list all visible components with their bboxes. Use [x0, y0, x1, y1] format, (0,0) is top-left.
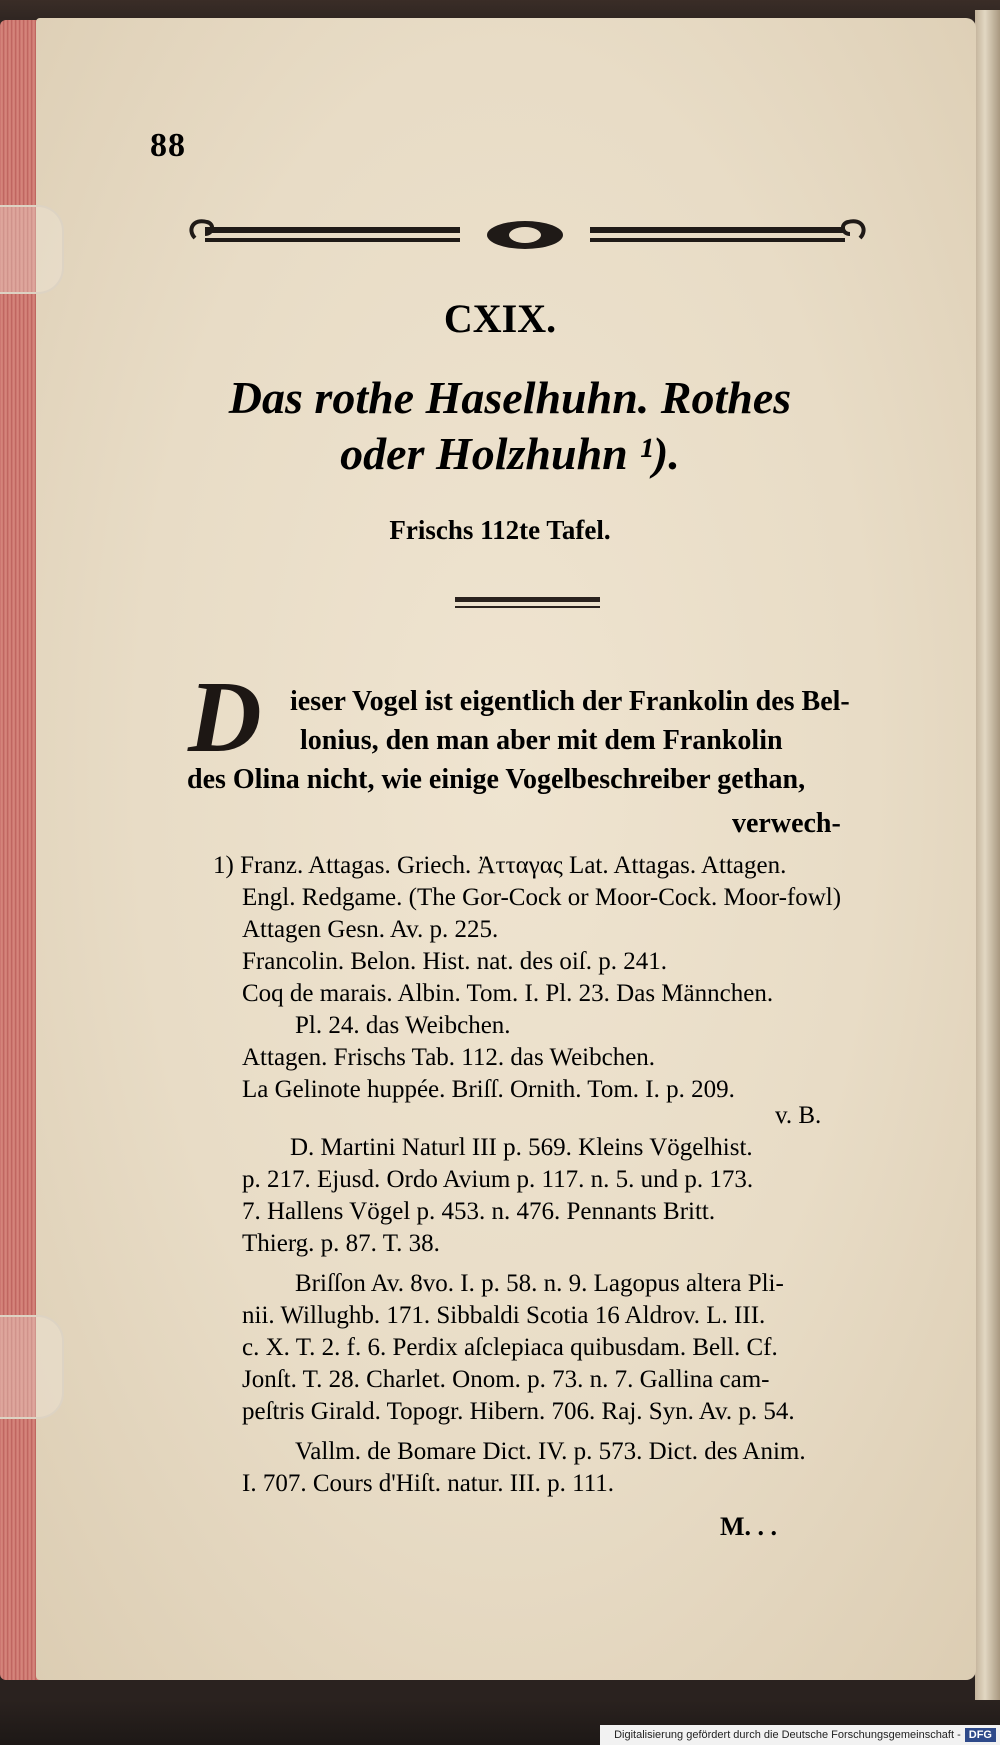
drop-cap: D	[188, 661, 262, 774]
catchword: M. . .	[720, 1512, 778, 1541]
footnote-line: Vallm. de Bomare Dict. IV. p. 573. Dict. des Anim.	[295, 1438, 806, 1465]
body-line: lonius, den man aber mit dem Frankolin	[300, 725, 783, 756]
footnote-line: p. 217. Ejusd. Ordo Avium p. 117. n. 5. und p. 173.	[242, 1166, 754, 1193]
footnote-line: Briſſon Av. 8vo. I. p. 58. n. 9. Lagopus altera Pli-	[295, 1270, 784, 1297]
plate-reference: Frischs 112te Tafel.	[389, 515, 611, 545]
title-line-1: Das rothe Haselhuhn. Rothes	[228, 372, 792, 423]
body-line: des Olina nicht, wie einige Vogelbeschreiber gethan,	[187, 764, 806, 795]
footnote-line: Jonſt. T. 28. Charlet. Onom. p. 73. n. 7. Gallina cam-	[242, 1366, 770, 1393]
footnote-line: Francolin. Belon. Hist. nat. des oiſ. p. 241.	[242, 948, 667, 975]
footnote-line: Thierg. p. 87. T. 38.	[242, 1230, 440, 1257]
footer-text: Digitalisierung gefördert durch die Deutsche Forschungsgemeinschaft -	[614, 1729, 961, 1741]
footnote-line: Coq de marais. Albin. Tom. I. Pl. 23. Das Männchen.	[242, 980, 774, 1007]
footnote-line: Attagen. Frischs Tab. 112. das Weibchen.	[242, 1044, 656, 1071]
footnote-line: nii. Willughb. 171. Sibbaldi Scotia 16 Aldrov. L. III.	[242, 1302, 766, 1329]
footnote-line: 1) Franz. Attagas. Griech. Ἀτταγας Lat. Attagas. Attagen.	[213, 852, 787, 879]
page-number: 88	[150, 127, 186, 164]
footnote-line: peſtris Girald. Topogr. Hibern. 706. Raj. Syn. Av. p. 54.	[242, 1398, 795, 1425]
chapter-number: CXIX.	[443, 296, 557, 341]
footnote-line: La Gelinote huppée. Briſſ. Ornith. Tom. I. p. 209.	[242, 1076, 735, 1103]
footnote-line: 7. Hallens Vögel p. 453. n. 476. Pennants Britt.	[242, 1198, 716, 1225]
rule-thin	[455, 606, 600, 608]
footnote-line: Pl. 24. das Weibchen.	[295, 1012, 511, 1039]
dfg-logo: DFG	[965, 1728, 996, 1742]
page-tab-top	[0, 205, 64, 294]
footnote-line: D. Martini Naturl III p. 569. Kleins Vögelhist.	[290, 1134, 753, 1161]
book-page	[36, 18, 976, 1680]
chapter-title	[200, 370, 820, 482]
footnote-line: v. B.	[775, 1102, 822, 1129]
title-line-2: oder Holzhuhn ¹).	[340, 428, 680, 479]
footnote-line: c. X. T. 2. f. 6. Perdix aſclepiaca quibusdam. Bell. Cf.	[242, 1334, 778, 1361]
rule-thick	[455, 597, 600, 602]
digitization-footer	[600, 1725, 1000, 1745]
footnote-line: I. 707. Cours d'Hiſt. natur. III. p. 111.	[242, 1470, 615, 1497]
footnote-line: Attagen Gesn. Av. p. 225.	[242, 916, 499, 943]
body-line: verwech-	[732, 808, 841, 839]
ornament-divider	[185, 210, 870, 260]
page-edge-right	[975, 10, 1000, 1700]
footnote-line: Engl. Redgame. (The Gor-Cock or Moor-Cock. Moor-fowl)	[242, 884, 842, 911]
body-line: ieser Vogel ist eigentlich der Frankolin des Bel-	[290, 686, 850, 717]
page-tab-bottom	[0, 1315, 64, 1419]
